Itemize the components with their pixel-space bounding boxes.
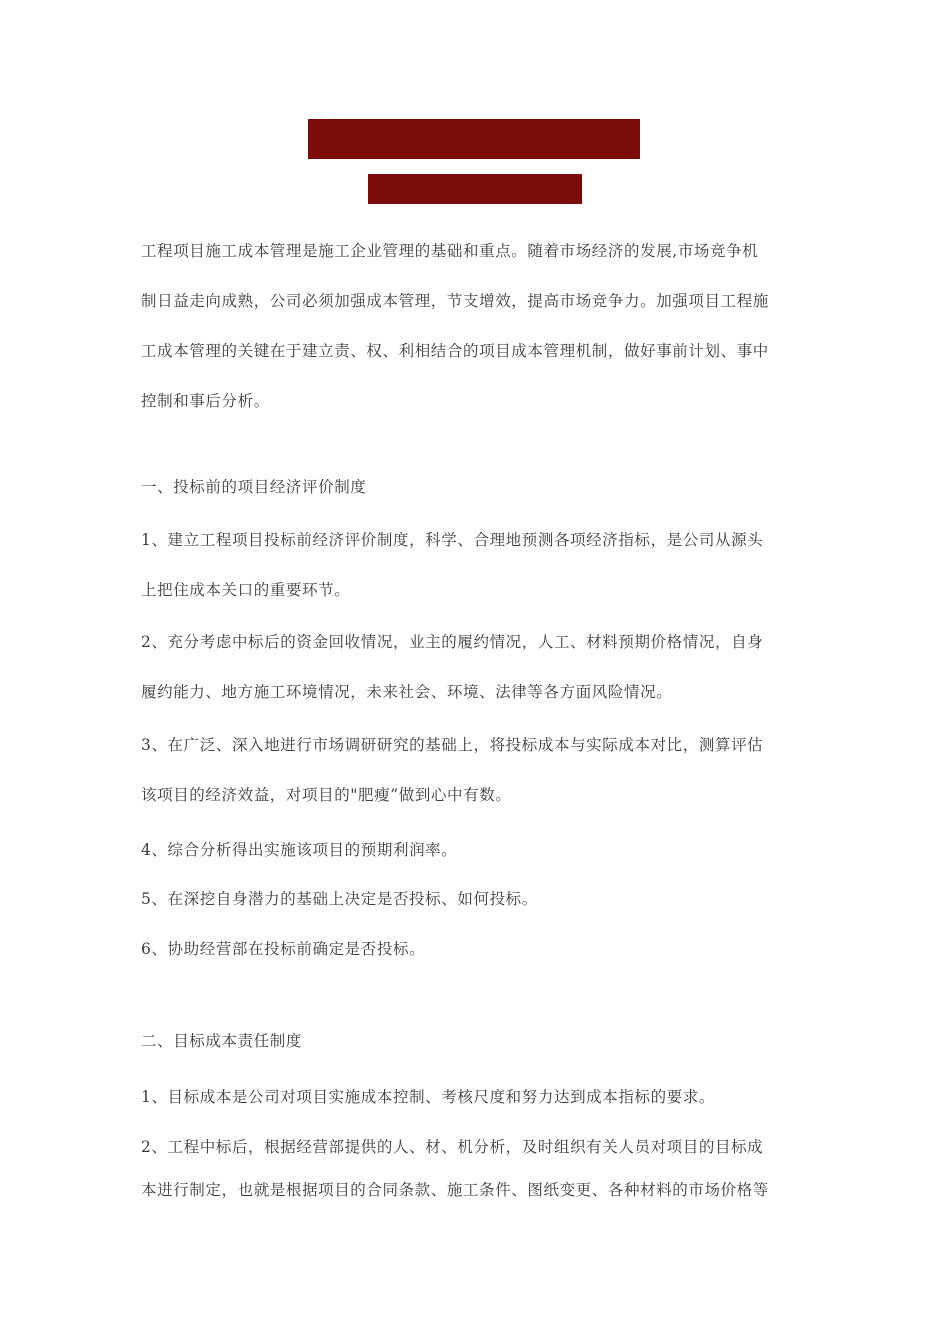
list-item-line: 3、在广泛、深入地进行市场调研研究的基础上，将投标成本与实际成本对比，测算评估 <box>141 736 764 754</box>
subtitle-redaction-bar <box>368 174 582 204</box>
list-item-line: 6、协助经营部在投标前确定是否投标。 <box>141 940 426 958</box>
list-item-line: 该项目的经济效益，对项目的"肥瘦”做到心中有数。 <box>141 786 512 804</box>
intro-paragraph <box>141 226 811 426</box>
intro-line: 控制和事后分析。 <box>141 392 270 410</box>
list-item-line: 履约能力、地方施工环境情况，未来社会、环境、法律等各方面风险情况。 <box>141 683 673 701</box>
list-item-line: 上把住成本关口的重要环节。 <box>141 581 351 599</box>
list-item-line: 1、目标成本是公司对项目实施成本控制、考核尺度和努力达到成本指标的要求。 <box>141 1088 715 1106</box>
list-item-line: 4、综合分析得出实施该项目的预期利润率。 <box>141 841 458 859</box>
intro-line: 工程项目施工成本管理是施工企业管理的基础和重点。随着市场经济的发展,市场竞争机 <box>141 242 759 260</box>
title-redaction-bar <box>308 119 640 159</box>
list-item-line: 本进行制定，也就是根据项目的合同条款、施工条件、图纸变更、各种材料的市场价格等 <box>141 1181 769 1199</box>
section-heading: 二、目标成本责任制度 <box>141 1032 303 1050</box>
intro-line: 工成本管理的关键在于建立责、权、利相结合的项目成本管理机制，做好事前计划、事中 <box>141 342 769 360</box>
list-item-line: 2、工程中标后，根据经营部提供的人、材、机分析，及时组织有关人员对项目的目标成 <box>141 1138 764 1156</box>
list-item-line: 2、充分考虑中标后的资金回收情况，业主的履约情况，人工、材料预期价格情况，自身 <box>141 633 764 651</box>
list-item-line: 1、建立工程项目投标前经济评价制度，科学、合理地预测各项经济指标，是公司从源头 <box>141 531 764 549</box>
list-item-line: 5、在深挖自身潜力的基础上决定是否投标、如何投标。 <box>141 890 538 908</box>
section-heading: 一、投标前的项目经济评价制度 <box>141 478 367 496</box>
intro-line: 制日益走向成熟，公司必须加强成本管理，节支增效，提高市场竞争力。加强项目工程施 <box>141 292 769 310</box>
